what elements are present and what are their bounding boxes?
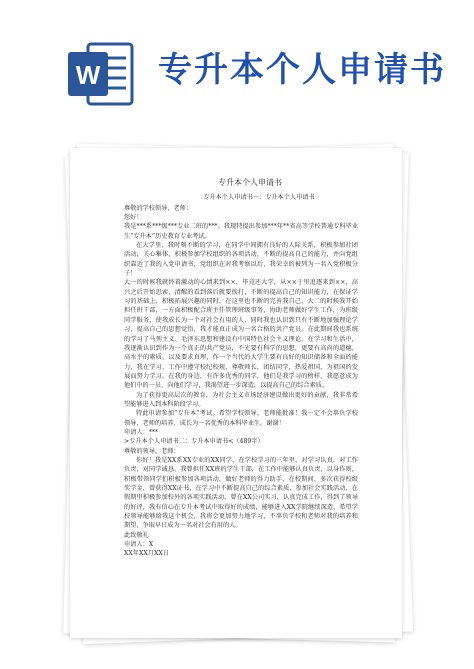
paragraph-letter-2: 你好！我是XX系XX专业的XX同学，在学校学习的三年里，对学习认真，对工作负责，对同学诚恳，我曾担任XX班的学生干部，在工作中能够认真负责，以身作则，积极带领同学们积极参加各项活动，做好老师的得力助手，在校期间，多次获得校级奖学金，曾获得XX证书，在学习中不断提高自己的综合素质，参加社会实践活动，在假期里积极参加校外的各项实践活动，曾在XX公司实习，认真完成工作，得到了领导的好评，我有信心在专升本考试中取得好的成绩，能够进入XX学院继续深造，希望学校领导能够给我这个机会，我将会更加努力地学习，不辜负学校和老师对我的培养和期望，争取早日成为一名对社会有用的人。	[124, 456, 358, 530]
paragraph-intro: 我是***系***级***专业二班的***。我现特提出参加***年**省高等学校普通专科毕业生“专升本”历史教育专业考试。	[124, 223, 358, 240]
paragraph-campus-life: 在大学里，我时刻不断的学习，在同学中间拥有良好的人际关系，积极参加社团活动，关心集体，积极参加学校组织的各项活动，不断的提高自己的能力，并向党组织靠近了我的入党申请书，党组织在对我考察以后，我荣幸的被列为一名入党积极分子！	[124, 242, 358, 278]
svg-text:W: W	[75, 60, 101, 90]
closing: 此致敬礼	[124, 531, 149, 539]
paragraph-motivation: 为了获得更高层次的教育，为社会主义市场经济建设做出更好的贡献，我非常希望能够进入到本科阶段学习。	[124, 391, 358, 408]
applicant-signature: 申请人：X	[124, 541, 154, 549]
section-heading-2: >专升本个人申请书二：专升本申请书<（489字）	[124, 438, 264, 446]
paragraph-study: 大一的时候我就怀着激动的心情来到××，毕竟还大学，从××于里追逐来到××，高兴之后开始思索，清醒的看到落后就要挨打，不断的提高自己的知识能力，在保证学习的基础上，积极拓展兴趣的同时，在这里也不断的完善我自己，大二的时候我开始担任班干部，一方面积极配合班主任管理班级事务，协助老师做好学生工作，为班级同学服务，使我成长为一个对社会有用的人，同时我也认识到只有不断地加强理论学习，提高自己的思想觉悟，我才能真正成为一名合格的共产党员。在此期间我也系统的学习了马列主义、毛泽东思想和建设有中国特色社会主义理论。在学习和生活中，我逐渐认识到作为一个真正的共产党员，不光要有科学的思想，更要有高尚的道德，高水平的素质，以及要求真理，作一个当代的大学生要有良好的知识储备和全面的能力，我在学习、工作中遵守校纪校规，尊敬师长，团结同学，热爱祖国，为祖国的发展而努力学习。在我的身边，有许多优秀的同学，他们是我学习的榜样，我愿意成为他们中的一员，向他们学习，我渴望进一步深造，以提高自己的综合素质。	[124, 279, 358, 390]
salutation-2: 尊敬的领导、老师：	[124, 447, 180, 455]
applicant-line: 申请人：***	[124, 428, 159, 436]
paragraph-request: 特此申请参加“专升本”考试。希望学校领导、老师能批准！我一定不会辜负学校领导、老师的培养，成长为一名优秀的本科毕业生。谢谢！	[124, 410, 358, 427]
page-header	[0, 0, 474, 150]
document-heading: 专升本个人申请书	[158, 50, 446, 90]
document-body	[124, 178, 358, 559]
document-title: 专升本个人申请书	[218, 178, 282, 187]
word-document-icon	[66, 38, 136, 110]
salutation: 尊敬的学校领导、老师：	[124, 204, 193, 212]
greeting: 您好！	[124, 214, 143, 222]
date-line: XX年XX月XX日	[124, 550, 169, 558]
document-subtitle: 专升本个人申请书一：专升本个人申请书	[203, 194, 315, 202]
